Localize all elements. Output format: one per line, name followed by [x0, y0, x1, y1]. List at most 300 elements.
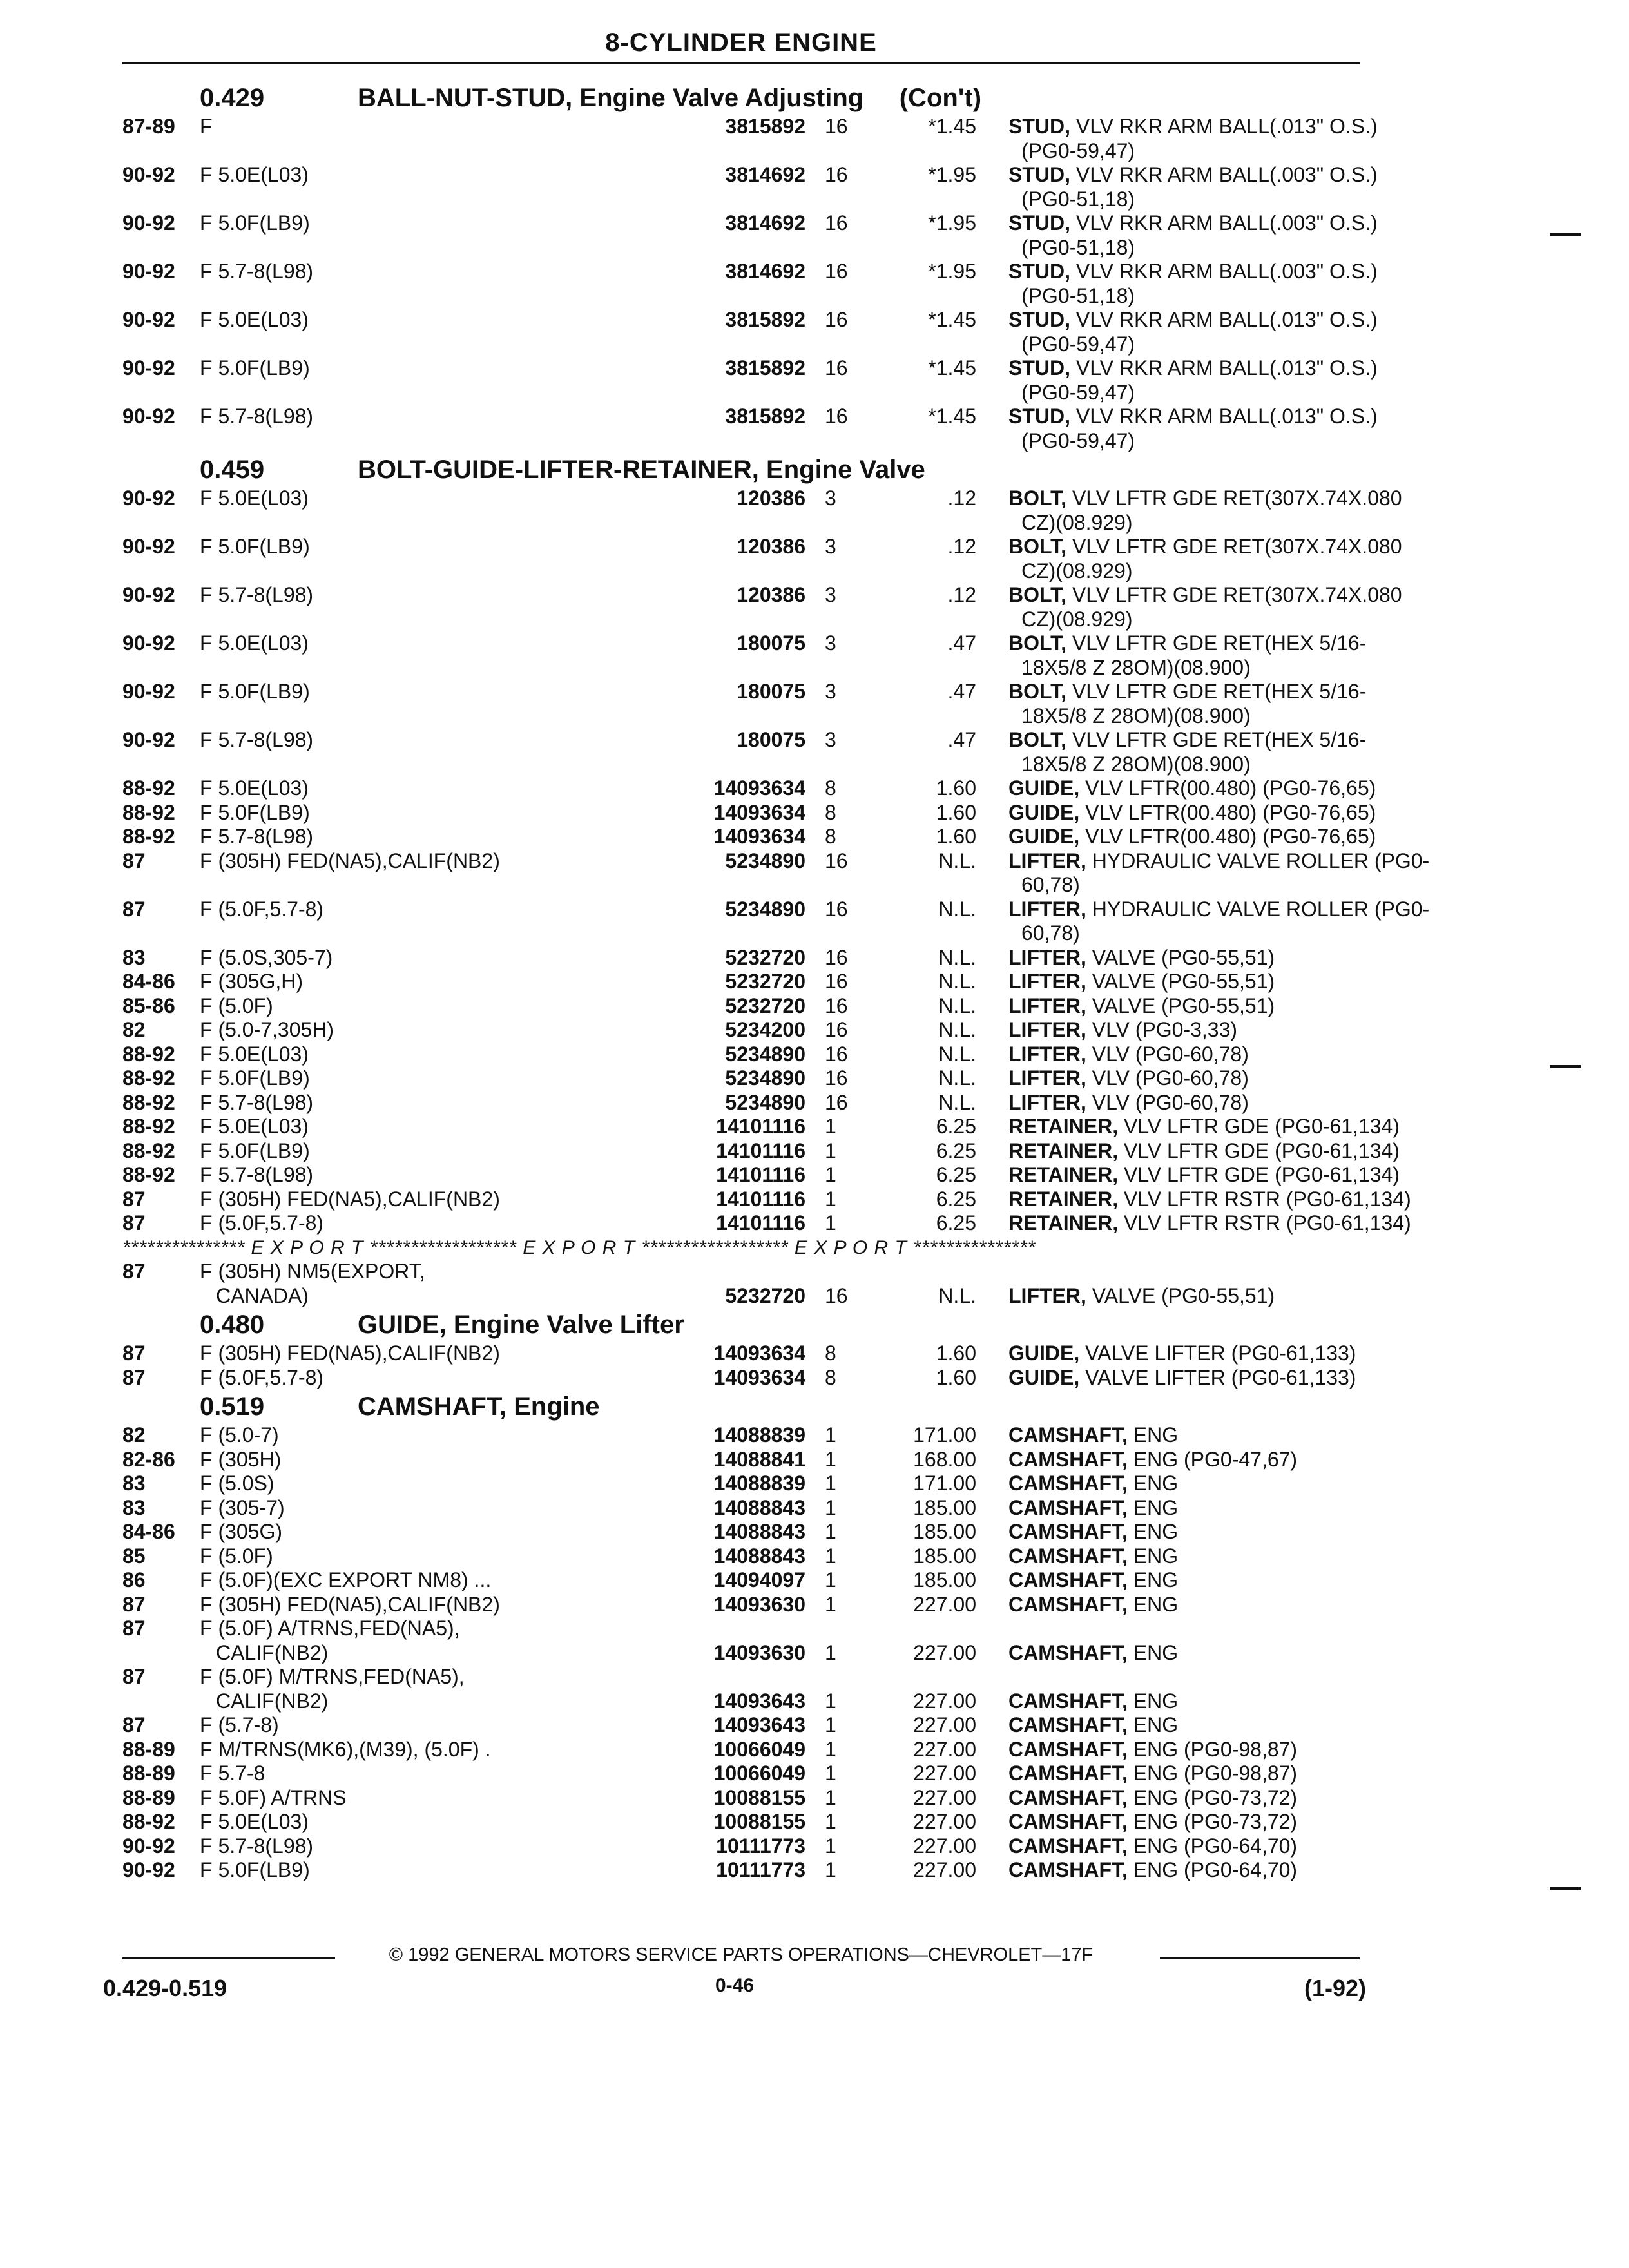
table-row: [122, 1066, 1363, 1091]
description-keyword: LIFTER,: [1008, 994, 1086, 1017]
price: 6.25: [936, 1211, 976, 1235]
price: N.L.: [938, 897, 976, 921]
quantity: 16: [825, 897, 848, 921]
description-continued: (PG0-59,47): [1021, 332, 1135, 356]
model-years: 87: [122, 1187, 146, 1211]
table-row: [122, 897, 1430, 946]
description: CAMSHAFT, ENG (PG0-73,72): [1008, 1810, 1298, 1833]
description-continued: (PG0-59,47): [1021, 380, 1135, 404]
model-years: 90-92: [122, 260, 175, 283]
description-continued: (PG0-59,47): [1021, 428, 1135, 452]
price: 171.00: [913, 1423, 976, 1446]
model-years: 88-92: [122, 776, 175, 800]
description-keyword: CAMSHAFT,: [1008, 1762, 1128, 1785]
price: .47: [947, 631, 976, 655]
part-number: 5232720: [725, 994, 805, 1017]
part-number: 14093643: [713, 1713, 805, 1736]
description: CAMSHAFT, ENG: [1008, 1689, 1179, 1713]
price: N.L.: [938, 1066, 976, 1090]
table-row: [122, 1834, 1363, 1859]
description: STUD, VLV RKR ARM BALL(.003" O.S.): [1008, 211, 1378, 235]
part-number: 14101116: [716, 1139, 805, 1162]
quantity: 1: [825, 1737, 836, 1761]
footer-bar: [103, 1975, 1366, 2003]
description: LIFTER, VLV (PG0-60,78): [1008, 1090, 1249, 1114]
description-continued: CZ)(08.929): [1021, 607, 1133, 631]
table-row: [122, 1786, 1363, 1811]
quantity: 16: [825, 308, 848, 331]
part-number: 14093634: [713, 776, 805, 800]
application: F (5.0F,5.7-8): [200, 1211, 324, 1235]
quantity: 1: [825, 1139, 836, 1162]
quantity: 1: [825, 1423, 836, 1446]
margin-mark: [1550, 1887, 1581, 1890]
parts-list: [122, 81, 1430, 1883]
description-continued: CZ)(08.929): [1021, 559, 1133, 582]
model-years: 88-92: [122, 1042, 175, 1066]
description: LIFTER, HYDRAULIC VALVE ROLLER (PG0-: [1008, 897, 1430, 921]
application-continued: CANADA): [216, 1283, 309, 1307]
model-years: 90-92: [122, 405, 175, 428]
part-number: 5234890: [725, 1066, 805, 1090]
price: 227.00: [913, 1737, 976, 1761]
model-years: 88-92: [122, 1115, 175, 1138]
section-header: [122, 1390, 1363, 1423]
application: F 5.0E(L03): [200, 486, 309, 510]
quantity: 1: [825, 1447, 836, 1471]
application: F (305-7): [200, 1495, 285, 1519]
quantity: 16: [825, 970, 848, 993]
part-number: 10066049: [713, 1762, 805, 1785]
model-years: 90-92: [122, 1834, 175, 1858]
model-years: 90-92: [122, 535, 175, 558]
description-keyword: LIFTER,: [1008, 1018, 1086, 1041]
quantity: 3: [825, 631, 836, 655]
quantity: 3: [825, 583, 836, 606]
table-row: [122, 1187, 1411, 1212]
description-keyword: STUD,: [1008, 211, 1070, 235]
footer-rule-right: [1160, 1957, 1360, 1959]
footer-copyright-line: [122, 1945, 1360, 1970]
table-row: [122, 115, 1378, 163]
application: F (5.0F) M/TRNS,FED(NA5),: [200, 1665, 465, 1688]
part-number: 5232720: [725, 970, 805, 993]
description: STUD, VLV RKR ARM BALL(.013" O.S.): [1008, 308, 1378, 331]
table-row: [122, 211, 1378, 260]
description: STUD, VLV RKR ARM BALL(.003" O.S.): [1008, 260, 1378, 283]
description-continued: 18X5/8 Z 28OM)(08.900): [1021, 655, 1251, 679]
description-continued: (PG0-59,47): [1021, 139, 1135, 162]
quantity: 1: [825, 1762, 836, 1785]
table-row: [122, 1448, 1363, 1472]
quantity: 16: [825, 356, 848, 380]
model-years: 87: [122, 1365, 146, 1389]
description: CAMSHAFT, ENG: [1008, 1544, 1179, 1568]
quantity: 1: [825, 1640, 836, 1664]
footer-page-number: 0-46: [715, 1975, 755, 1996]
application: F (5.0S): [200, 1472, 275, 1495]
table-row: [122, 1163, 1400, 1187]
quantity: 1: [825, 1810, 836, 1833]
section-number: 0.519: [200, 1392, 265, 1421]
application: F M/TRNS(MK6),(M39), (5.0F) .: [200, 1737, 491, 1761]
application: F (305H) FED(NA5),CALIF(NB2): [200, 1187, 500, 1211]
description: CAMSHAFT, ENG: [1008, 1640, 1179, 1664]
description-keyword: LIFTER,: [1008, 1066, 1086, 1090]
quantity: 1: [825, 1520, 836, 1543]
description-keyword: LIFTER,: [1008, 897, 1086, 921]
table-row: [122, 1593, 1363, 1617]
price: 227.00: [913, 1810, 976, 1833]
quantity: 1: [825, 1211, 836, 1235]
application: F 5.7-8(L98): [200, 728, 314, 751]
table-row: [122, 1858, 1363, 1883]
description-keyword: CAMSHAFT,: [1008, 1544, 1128, 1568]
quantity: 3: [825, 680, 836, 703]
description-keyword: LIFTER,: [1008, 1090, 1086, 1114]
application: F 5.0F(LB9): [200, 211, 310, 235]
price: N.L.: [938, 1283, 976, 1307]
part-number: 14093643: [713, 1689, 805, 1713]
price: N.L.: [938, 1090, 976, 1114]
table-row: [122, 486, 1402, 535]
description-keyword: CAMSHAFT,: [1008, 1592, 1128, 1616]
table-row: [122, 1713, 1363, 1738]
description: CAMSHAFT, ENG (PG0-47,67): [1008, 1447, 1298, 1471]
description: GUIDE, VALVE LIFTER (PG0-61,133): [1008, 1365, 1356, 1389]
price: 227.00: [913, 1689, 976, 1713]
model-years: 90-92: [122, 1858, 175, 1881]
application-continued: CALIF(NB2): [216, 1689, 329, 1713]
table-row: [122, 825, 1376, 849]
description: CAMSHAFT, ENG: [1008, 1423, 1179, 1446]
application: F (5.0-7,305H): [200, 1018, 334, 1041]
part-number: 10111773: [716, 1834, 805, 1858]
price: 6.25: [936, 1139, 976, 1162]
description: CAMSHAFT, ENG: [1008, 1520, 1179, 1543]
description: LIFTER, VLV (PG0-3,33): [1008, 1018, 1238, 1041]
section-title: GUIDE, Engine Valve Lifter: [358, 1311, 684, 1339]
section-title: BOLT-GUIDE-LIFTER-RETAINER, Engine Valve: [358, 456, 925, 484]
application: F: [200, 115, 213, 138]
description: LIFTER, VALVE (PG0-55,51): [1008, 1283, 1275, 1307]
description-continued: CZ)(08.929): [1021, 510, 1133, 534]
application: F (5.0F,5.7-8): [200, 897, 324, 921]
description: CAMSHAFT, ENG: [1008, 1472, 1179, 1495]
application: F (5.0F)(EXC EXPORT NM8) ...: [200, 1568, 492, 1591]
price: 1.60: [936, 1365, 976, 1389]
description-keyword: CAMSHAFT,: [1008, 1423, 1128, 1446]
table-row: [122, 970, 1363, 994]
application: F 5.7-8(L98): [200, 1090, 314, 1114]
description: CAMSHAFT, ENG: [1008, 1568, 1179, 1591]
table-row: [122, 1665, 1363, 1713]
description-keyword: CAMSHAFT,: [1008, 1447, 1128, 1471]
part-number: 14101116: [716, 1115, 805, 1138]
part-number: 14088843: [713, 1520, 805, 1543]
description: CAMSHAFT, ENG (PG0-98,87): [1008, 1737, 1298, 1761]
model-years: 85-86: [122, 994, 175, 1017]
model-years: 84-86: [122, 1520, 175, 1543]
description: CAMSHAFT, ENG (PG0-64,70): [1008, 1834, 1298, 1858]
description: STUD, VLV RKR ARM BALL(.003" O.S.): [1008, 163, 1378, 186]
table-row: [122, 1810, 1363, 1834]
model-years: 88-92: [122, 800, 175, 824]
price: 227.00: [913, 1762, 976, 1785]
part-number: 3814692: [725, 211, 805, 235]
part-number: 14088839: [713, 1423, 805, 1446]
table-row: [122, 1496, 1363, 1521]
description-continued: 18X5/8 Z 28OM)(08.900): [1021, 704, 1251, 727]
quantity: 1: [825, 1115, 836, 1138]
description-keyword: CAMSHAFT,: [1008, 1810, 1128, 1833]
description-keyword: LIFTER,: [1008, 945, 1086, 969]
quantity: 8: [825, 825, 836, 848]
description-continued: 60,78): [1021, 921, 1080, 945]
application: F (5.0F): [200, 1544, 273, 1568]
model-years: 88-92: [122, 825, 175, 848]
model-years: 88-89: [122, 1737, 175, 1761]
description: GUIDE, VLV LFTR(00.480) (PG0-76,65): [1008, 800, 1376, 824]
price: 227.00: [913, 1785, 976, 1809]
description-keyword: RETAINER,: [1008, 1139, 1119, 1162]
quantity: 16: [825, 1283, 848, 1307]
table-row: [122, 849, 1430, 898]
description-keyword: BOLT,: [1008, 583, 1067, 606]
description: LIFTER, VALVE (PG0-55,51): [1008, 994, 1275, 1017]
model-years: 90-92: [122, 486, 175, 510]
model-years: 90-92: [122, 728, 175, 751]
price: *1.45: [928, 405, 976, 428]
part-number: 14093634: [713, 825, 805, 848]
application: F 5.7-8(L98): [200, 583, 314, 606]
section-title: CAMSHAFT, Engine: [358, 1392, 600, 1421]
price: 185.00: [913, 1520, 976, 1543]
price: 1.60: [936, 1341, 976, 1365]
quantity: 16: [825, 260, 848, 283]
model-years: 90-92: [122, 583, 175, 606]
part-number: 14088839: [713, 1472, 805, 1495]
description-keyword: RETAINER,: [1008, 1187, 1119, 1211]
model-years: 87: [122, 1260, 146, 1283]
application: F 5.0E(L03): [200, 1042, 309, 1066]
model-years: 87: [122, 897, 146, 921]
part-number: 10066049: [713, 1737, 805, 1761]
table-row: [122, 1472, 1363, 1496]
description: RETAINER, VLV LFTR GDE (PG0-61,134): [1008, 1139, 1400, 1162]
section-number: 0.429: [200, 84, 265, 112]
table-row: [122, 1568, 1363, 1593]
part-number: 5234890: [725, 1042, 805, 1066]
description: GUIDE, VLV LFTR(00.480) (PG0-76,65): [1008, 825, 1376, 848]
description-keyword: BOLT,: [1008, 631, 1067, 655]
model-years: 88-92: [122, 1163, 175, 1186]
model-years: 88-92: [122, 1066, 175, 1090]
table-row: [122, 163, 1378, 211]
part-number: 3815892: [725, 356, 805, 380]
application: F (305G): [200, 1520, 283, 1543]
part-number: 5234890: [725, 849, 805, 872]
description-keyword: CAMSHAFT,: [1008, 1689, 1128, 1713]
section-number: 0.459: [200, 456, 265, 484]
price: N.L.: [938, 945, 976, 969]
margin-mark: [1550, 233, 1581, 236]
description: RETAINER, VLV LFTR RSTR (PG0-61,134): [1008, 1187, 1411, 1211]
quantity: 16: [825, 1018, 848, 1041]
part-number: 14101116: [716, 1211, 805, 1235]
description-keyword: LIFTER,: [1008, 970, 1086, 993]
model-years: 88-92: [122, 1090, 175, 1114]
part-number: 120386: [737, 486, 805, 510]
description: STUD, VLV RKR ARM BALL(.013" O.S.): [1008, 405, 1378, 428]
part-number: 120386: [737, 583, 805, 606]
quantity: 16: [825, 405, 848, 428]
price: 227.00: [913, 1640, 976, 1664]
application: F 5.7-8(L98): [200, 1834, 314, 1858]
description: LIFTER, VALVE (PG0-55,51): [1008, 970, 1275, 993]
description-keyword: CAMSHAFT,: [1008, 1472, 1128, 1495]
quantity: 1: [825, 1187, 836, 1211]
price: 227.00: [913, 1858, 976, 1881]
description: CAMSHAFT, ENG (PG0-98,87): [1008, 1762, 1298, 1785]
model-years: 90-92: [122, 211, 175, 235]
description-keyword: CAMSHAFT,: [1008, 1737, 1128, 1761]
part-number: 180075: [737, 631, 805, 655]
description: RETAINER, VLV LFTR GDE (PG0-61,134): [1008, 1163, 1400, 1186]
part-number: 14093634: [713, 800, 805, 824]
part-number: 10088155: [713, 1785, 805, 1809]
quantity: 16: [825, 1042, 848, 1066]
description-keyword: STUD,: [1008, 115, 1070, 138]
table-row: [122, 728, 1367, 776]
model-years: 87: [122, 849, 146, 872]
quantity: 1: [825, 1713, 836, 1736]
table-row: [122, 1043, 1363, 1067]
price: .47: [947, 680, 976, 703]
price: *1.45: [928, 356, 976, 380]
quantity: 16: [825, 211, 848, 235]
description-keyword: BOLT,: [1008, 535, 1067, 558]
description: GUIDE, VALVE LIFTER (PG0-61,133): [1008, 1341, 1356, 1365]
model-years: 83: [122, 1472, 146, 1495]
description: BOLT, VLV LFTR GDE RET(HEX 5/16-: [1008, 728, 1367, 751]
price: 227.00: [913, 1713, 976, 1736]
table-row: [122, 356, 1378, 405]
table-row: [122, 946, 1363, 970]
description: BOLT, VLV LFTR GDE RET(307X.74X.080: [1008, 583, 1402, 606]
quantity: 16: [825, 163, 848, 186]
application: F (305H) FED(NA5),CALIF(NB2): [200, 1341, 500, 1365]
description: LIFTER, VALVE (PG0-55,51): [1008, 945, 1275, 969]
model-years: 88-89: [122, 1762, 175, 1785]
price: 6.25: [936, 1187, 976, 1211]
description-keyword: LIFTER,: [1008, 1283, 1086, 1307]
quantity: 1: [825, 1858, 836, 1881]
application: F (305H) FED(NA5),CALIF(NB2): [200, 849, 500, 872]
description-keyword: LIFTER,: [1008, 1042, 1086, 1066]
quantity: 1: [825, 1785, 836, 1809]
section-title: BALL-NUT-STUD, Engine Valve Adjusting (Con't): [358, 84, 982, 112]
quantity: 1: [825, 1544, 836, 1568]
model-years: 88-89: [122, 1785, 175, 1809]
quantity: 16: [825, 849, 848, 872]
part-number: 3815892: [725, 115, 805, 138]
price: 1.60: [936, 800, 976, 824]
price: 1.60: [936, 776, 976, 800]
price: 185.00: [913, 1568, 976, 1591]
price: 227.00: [913, 1592, 976, 1616]
description: CAMSHAFT, ENG: [1008, 1713, 1179, 1736]
model-years: 90-92: [122, 631, 175, 655]
model-years: 82: [122, 1018, 146, 1041]
part-number: 5232720: [725, 945, 805, 969]
description-keyword: STUD,: [1008, 356, 1070, 380]
description: LIFTER, VLV (PG0-60,78): [1008, 1066, 1249, 1090]
description: STUD, VLV RKR ARM BALL(.013" O.S.): [1008, 356, 1378, 380]
price: 227.00: [913, 1834, 976, 1858]
description-keyword: BOLT,: [1008, 680, 1067, 703]
model-years: 87: [122, 1713, 146, 1736]
application: F 5.0F(LB9): [200, 1066, 310, 1090]
description: LIFTER, HYDRAULIC VALVE ROLLER (PG0-: [1008, 849, 1430, 872]
model-years: 90-92: [122, 680, 175, 703]
application: F 5.0F) A/TRNS: [200, 1785, 347, 1809]
description-keyword: CAMSHAFT,: [1008, 1568, 1128, 1591]
part-number: 180075: [737, 680, 805, 703]
description: LIFTER, VLV (PG0-60,78): [1008, 1042, 1249, 1066]
table-row: [122, 1423, 1363, 1448]
price: .12: [947, 535, 976, 558]
description-keyword: RETAINER,: [1008, 1115, 1119, 1138]
table-row: [122, 1617, 1363, 1665]
description: RETAINER, VLV LFTR GDE (PG0-61,134): [1008, 1115, 1400, 1138]
description: BOLT, VLV LFTR GDE RET(HEX 5/16-: [1008, 680, 1367, 703]
description: CAMSHAFT, ENG: [1008, 1495, 1179, 1519]
model-years: 82: [122, 1423, 146, 1446]
description-keyword: GUIDE,: [1008, 1341, 1080, 1365]
description: CAMSHAFT, ENG (PG0-64,70): [1008, 1858, 1298, 1881]
table-row: [122, 1544, 1363, 1569]
model-years: 87: [122, 1617, 146, 1640]
quantity: 1: [825, 1689, 836, 1713]
description: BOLT, VLV LFTR GDE RET(307X.74X.080: [1008, 535, 1402, 558]
quantity: 1: [825, 1568, 836, 1591]
model-years: 82-86: [122, 1447, 175, 1471]
description-keyword: STUD,: [1008, 405, 1070, 428]
part-number: 14093634: [713, 1341, 805, 1365]
part-number: 180075: [737, 728, 805, 751]
model-years: 87: [122, 1592, 146, 1616]
quantity: 3: [825, 535, 836, 558]
description-keyword: GUIDE,: [1008, 800, 1080, 824]
model-years: 90-92: [122, 163, 175, 186]
description: BOLT, VLV LFTR GDE RET(HEX 5/16-: [1008, 631, 1367, 655]
application: F (5.0F): [200, 994, 273, 1017]
description-keyword: CAMSHAFT,: [1008, 1495, 1128, 1519]
table-row: [122, 631, 1367, 680]
price: *1.45: [928, 115, 976, 138]
price: N.L.: [938, 1018, 976, 1041]
description-keyword: STUD,: [1008, 163, 1070, 186]
application: F 5.0E(L03): [200, 1115, 309, 1138]
description: CAMSHAFT, ENG: [1008, 1592, 1179, 1616]
price: 168.00: [913, 1447, 976, 1471]
description-keyword: CAMSHAFT,: [1008, 1713, 1128, 1736]
application: F 5.0E(L03): [200, 163, 309, 186]
description-continued: (PG0-51,18): [1021, 235, 1135, 259]
description-keyword: RETAINER,: [1008, 1163, 1119, 1186]
part-number: 14088841: [713, 1447, 805, 1471]
